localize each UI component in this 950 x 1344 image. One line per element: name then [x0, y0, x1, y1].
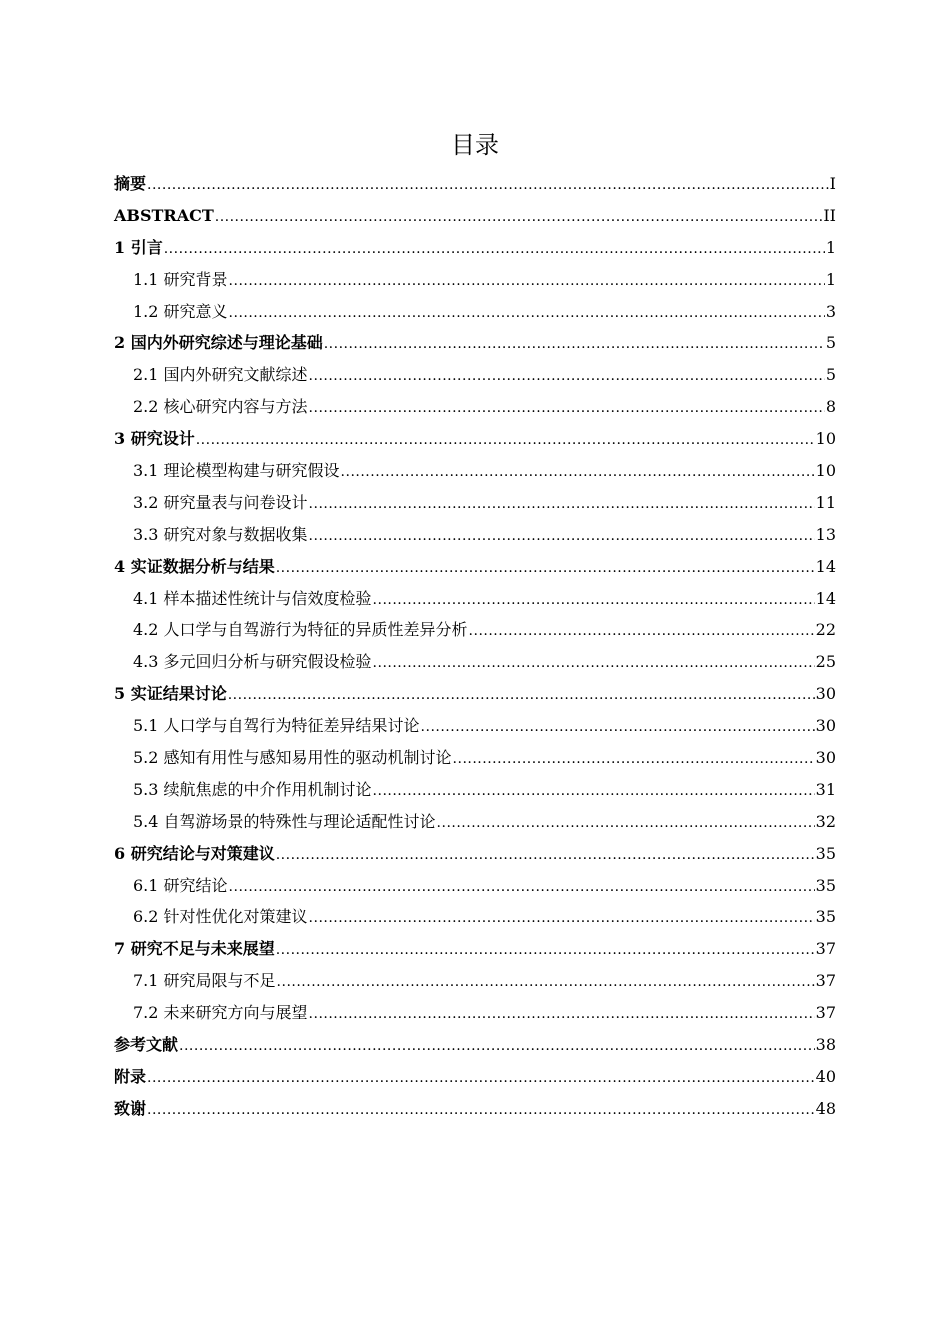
toc-dot-leader — [437, 808, 815, 840]
toc-dot-leader — [215, 202, 823, 234]
toc-entry[interactable] — [114, 264, 836, 296]
toc-entry[interactable] — [114, 391, 836, 423]
toc-entry[interactable] — [114, 901, 836, 933]
toc-entry-page-number: 1 — [825, 237, 836, 257]
toc-entry-title: 4 实证数据分析与结果 — [114, 556, 275, 576]
toc-entry[interactable] — [114, 232, 836, 264]
toc-entry-title: 6.2 针对性优化对策建议 — [133, 907, 308, 927]
toc-entry-title: 7.2 未来研究方向与展望 — [133, 1003, 308, 1023]
toc-entry-page-number: 38 — [815, 1035, 836, 1055]
toc-entry-title: 参考文献 — [114, 1035, 179, 1055]
toc-entry-page-number: 40 — [815, 1066, 836, 1086]
toc-entry-page-number: 5 — [825, 333, 836, 353]
toc-dot-leader — [341, 457, 815, 489]
toc-entry-title: 5.3 续航焦虑的中介作用机制讨论 — [133, 779, 372, 799]
toc-entry[interactable] — [114, 455, 836, 487]
toc-entry-page-number: 35 — [815, 843, 836, 863]
toc-entry-title: 摘要 — [114, 174, 147, 193]
toc-entry[interactable] — [114, 710, 836, 742]
toc-entry-page-number: 22 — [815, 620, 836, 640]
toc-entry-page-number: 13 — [815, 524, 836, 544]
table-of-contents — [114, 168, 836, 1125]
toc-entry-title: 4.1 样本描述性统计与信效度检验 — [133, 588, 372, 608]
toc-entry-title: 3 研究设计 — [114, 429, 195, 449]
toc-entry[interactable] — [114, 327, 836, 359]
toc-entry-page-number: 32 — [815, 811, 836, 831]
toc-dot-leader — [229, 298, 825, 330]
toc-entry-title: 7.1 研究局限与不足 — [133, 971, 276, 991]
toc-entry-page-number: 35 — [815, 907, 836, 927]
toc-entry-page-number: 10 — [815, 461, 836, 481]
toc-entry[interactable] — [114, 1061, 836, 1093]
toc-entry[interactable] — [114, 1029, 836, 1061]
toc-entry[interactable] — [114, 168, 836, 200]
toc-entry[interactable] — [114, 646, 836, 678]
toc-dot-leader — [179, 1031, 815, 1063]
toc-entry-page-number: 1 — [825, 269, 836, 289]
toc-entry[interactable] — [114, 838, 836, 870]
toc-dot-leader — [373, 648, 815, 680]
toc-entry-title: 3.2 研究量表与问卷设计 — [133, 492, 308, 512]
toc-entry-title: 1.2 研究意义 — [133, 301, 228, 321]
toc-entry[interactable] — [114, 551, 836, 583]
toc-entry-title: 6 研究结论与对策建议 — [114, 843, 275, 863]
toc-dot-leader — [309, 521, 815, 553]
toc-entry-page-number: 8 — [825, 397, 836, 417]
toc-entry-page-number: 10 — [815, 429, 836, 449]
toc-dot-leader — [309, 999, 815, 1031]
toc-dot-leader — [309, 903, 815, 935]
toc-dot-leader — [373, 776, 815, 808]
toc-dot-leader — [421, 712, 815, 744]
toc-entry[interactable] — [114, 519, 836, 551]
toc-entry[interactable] — [114, 806, 836, 838]
toc-entry-title: 1.1 研究背景 — [133, 269, 228, 289]
toc-entry-page-number: 14 — [815, 556, 836, 576]
toc-dot-leader — [229, 872, 815, 904]
toc-dot-leader — [309, 489, 815, 521]
toc-entry[interactable] — [114, 870, 836, 902]
toc-entry-title: 3.1 理论模型构建与研究假设 — [133, 461, 340, 481]
toc-dot-leader — [276, 840, 815, 872]
toc-entry-page-number: II — [823, 205, 836, 225]
toc-entry-page-number: 14 — [815, 588, 836, 608]
toc-dot-leader — [373, 585, 815, 617]
toc-entry-page-number: 5 — [825, 365, 836, 385]
toc-entry-page-number: 30 — [815, 684, 836, 704]
toc-entry-title: ABSTRACT — [114, 205, 214, 225]
toc-entry-title: 2.1 国内外研究文献综述 — [133, 365, 308, 385]
toc-entry[interactable] — [114, 583, 836, 615]
toc-dot-leader — [469, 616, 815, 648]
toc-entry-title: 附录 — [114, 1066, 147, 1086]
toc-entry-title: 5 实证结果讨论 — [114, 684, 227, 704]
toc-entry-title: 5.4 自驾游场景的特殊性与理论适配性讨论 — [133, 811, 436, 831]
toc-entry[interactable] — [114, 965, 836, 997]
toc-dot-leader — [147, 1063, 815, 1095]
toc-entry-page-number: 11 — [815, 492, 836, 512]
toc-dot-leader — [228, 680, 815, 712]
toc-entry-page-number: 37 — [815, 1003, 836, 1023]
toc-entry-page-number: 30 — [815, 748, 836, 768]
toc-entry-page-number: 48 — [815, 1098, 836, 1118]
toc-dot-leader — [324, 329, 825, 361]
toc-entry-title: 4.2 人口学与自驾游行为特征的异质性差异分析 — [133, 620, 468, 640]
toc-entry-page-number: 31 — [815, 779, 836, 799]
toc-entry[interactable] — [114, 359, 836, 391]
toc-entry-page-number: 30 — [815, 716, 836, 736]
toc-dot-leader — [453, 744, 815, 776]
toc-entry-title: 致谢 — [114, 1098, 147, 1118]
toc-entry-title: 2 国内外研究综述与理论基础 — [114, 333, 323, 353]
toc-entry-page-number: 35 — [815, 875, 836, 895]
toc-entry-page-number: 25 — [815, 652, 836, 672]
toc-entry[interactable] — [114, 678, 836, 710]
toc-entry[interactable] — [114, 296, 836, 328]
toc-entry[interactable] — [114, 742, 836, 774]
toc-entry-title: 7 研究不足与未来展望 — [114, 939, 275, 959]
toc-entry-title: 6.1 研究结论 — [133, 875, 228, 895]
toc-entry-title: 3.3 研究对象与数据收集 — [133, 524, 308, 544]
toc-entry[interactable] — [114, 487, 836, 519]
toc-entry-title: 1 引言 — [114, 237, 163, 257]
toc-entry-page-number: 37 — [815, 939, 836, 959]
toc-entry-page-number: 3 — [825, 301, 836, 321]
toc-entry-page-number: I — [829, 174, 836, 193]
toc-entry[interactable] — [114, 200, 836, 232]
toc-dot-leader — [277, 967, 815, 999]
toc-entry[interactable] — [114, 614, 836, 646]
toc-entry-title: 5.1 人口学与自驾行为特征差异结果讨论 — [133, 716, 420, 736]
page-title: 目录 — [451, 131, 499, 160]
toc-dot-leader — [276, 935, 815, 967]
toc-entry[interactable] — [114, 997, 836, 1029]
toc-entry[interactable] — [114, 1093, 836, 1125]
toc-entry[interactable] — [114, 933, 836, 965]
toc-entry-page-number: 37 — [815, 971, 836, 991]
toc-entry-title: 2.2 核心研究内容与方法 — [133, 397, 308, 417]
toc-dot-leader — [147, 1095, 815, 1127]
toc-entry[interactable] — [114, 423, 836, 455]
toc-dot-leader — [309, 361, 825, 393]
toc-dot-leader — [196, 425, 815, 457]
toc-entry[interactable] — [114, 774, 836, 806]
toc-dot-leader — [164, 234, 825, 266]
toc-entry-title: 4.3 多元回归分析与研究假设检验 — [133, 652, 372, 672]
toc-dot-leader — [229, 266, 825, 298]
toc-dot-leader — [147, 170, 829, 202]
toc-entry-title: 5.2 感知有用性与感知易用性的驱动机制讨论 — [133, 748, 452, 768]
toc-dot-leader — [276, 553, 815, 585]
toc-dot-leader — [309, 393, 825, 425]
